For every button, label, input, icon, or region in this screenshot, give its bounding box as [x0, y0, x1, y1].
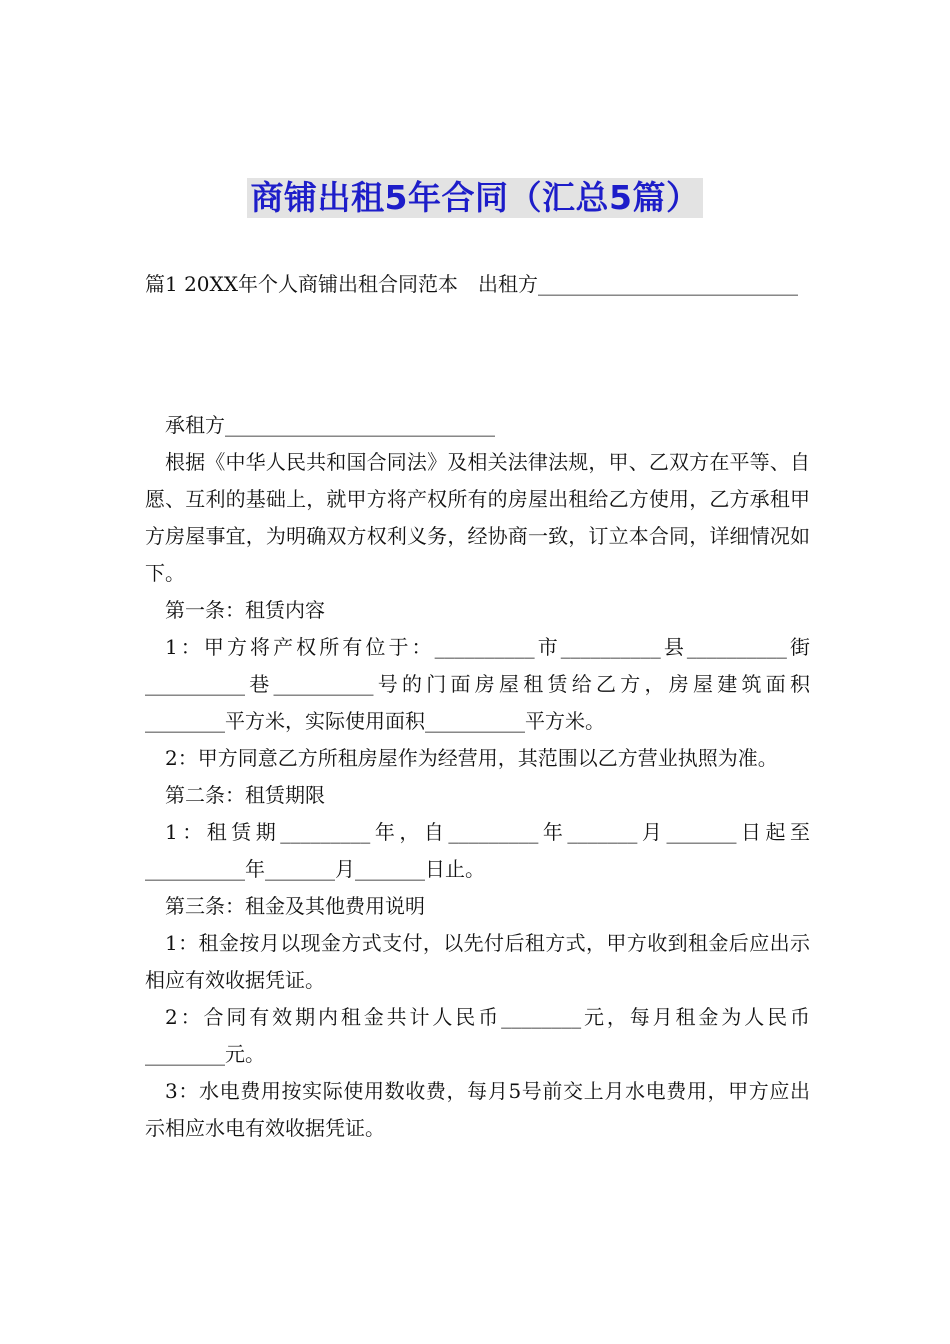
document-title: 商铺出租5年合同（汇总5篇）	[247, 178, 704, 218]
paragraph-intro: 篇1 20XX年个人商铺出租合同范本 出租方__________________________	[145, 272, 799, 296]
article-1-clause-1: 1：甲方将产权所有位于：__________市__________县__________街__________巷__________号的门面房屋租赁给乙方，房屋建筑面积 ________平方米，实际使用面积__________平方米。	[145, 635, 810, 733]
title-container	[0, 178, 950, 218]
article-2-heading: 第二条：租赁期限	[165, 783, 325, 807]
blank-gap	[145, 303, 810, 407]
paragraph-lessee: 承租方___________________________	[165, 413, 495, 437]
article-1-clause-2: 2：甲方同意乙方所租房屋作为经营用，其范围以乙方营业执照为准。	[165, 746, 778, 770]
article-1-heading: 第一条：租赁内容	[165, 598, 325, 622]
article-3-clause-1: 1：租金按月以现金方式支付，以先付后租方式，甲方收到租金后应出示相应有效收据凭证。	[145, 931, 810, 992]
document-body	[145, 266, 810, 1147]
article-3-clause-2: 2：合同有效期内租金共计人民币________元，每月租金为人民币________元。	[145, 1005, 810, 1066]
article-2-clause-1: 1：租赁期_________年，自_________年_______月_______日起至__________年_______月_______日止。	[145, 820, 810, 881]
paragraph-preamble: 根据《中华人民共和国合同法》及相关法律法规，甲、乙双方在平等、自愿、互利的基础上，就甲方将产权所有的房屋出租给乙方使用，乙方承租甲方房屋事宜，为明确双方权利义务，经协商一致，订立本合同，详细情况如下。	[145, 450, 810, 585]
article-3-clause-3: 3：水电费用按实际使用数收费，每月5号前交上月水电费用，甲方应出示相应水电有效收据凭证。	[145, 1079, 810, 1140]
article-3-heading: 第三条：租金及其他费用说明	[165, 894, 425, 918]
